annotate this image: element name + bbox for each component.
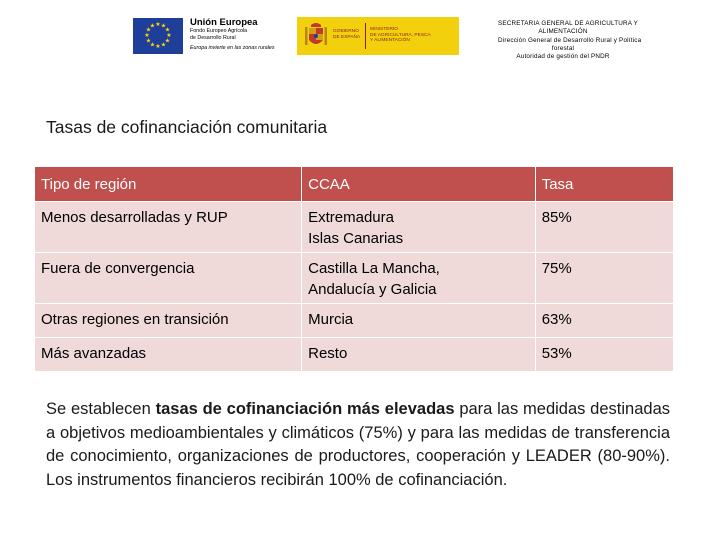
ccaa-line: Murcia xyxy=(308,311,354,328)
section-title: Tasas de cofinanciación comunitaria xyxy=(46,117,328,137)
eu-subtitle-line: Fondo Europeo Agrícola xyxy=(190,28,248,34)
region-cell: Otras regiones en transición xyxy=(35,304,302,338)
table-row xyxy=(35,338,674,372)
government-logo xyxy=(297,17,459,55)
ministry-line: MINISTERIO xyxy=(370,27,398,32)
svg-text:★: ★ xyxy=(164,26,171,34)
region-cell: Fuera de convergencia xyxy=(35,253,302,304)
ccaa-line: Resto xyxy=(308,345,348,362)
eu-title: Unión Europea xyxy=(190,17,258,28)
svg-text:★: ★ xyxy=(145,26,152,34)
ccaa-cell xyxy=(302,338,536,372)
svg-text:★: ★ xyxy=(160,22,167,30)
note-emphasis: tasas de cofinanciación más elevadas xyxy=(155,400,455,418)
svg-text:★: ★ xyxy=(149,41,156,49)
explanatory-paragraph xyxy=(46,398,670,492)
ministry-line: Y ALIMENTACIÓN xyxy=(370,38,410,44)
coat-of-arms-icon xyxy=(303,21,329,51)
department-line: Autoridad de gestión del PNDR xyxy=(516,53,610,61)
table-row xyxy=(35,202,674,253)
department-line: Dirección General de Desarrollo Rural y Política xyxy=(498,36,642,44)
rate-cell: 63% xyxy=(535,304,673,338)
rate-cell: 75% xyxy=(535,253,673,304)
svg-text:★: ★ xyxy=(145,37,152,45)
svg-text:★: ★ xyxy=(149,22,156,30)
rate-cell: 53% xyxy=(535,338,673,372)
department-line: SECRETARIA GENERAL DE AGRICULTURA Y xyxy=(498,20,639,27)
svg-text:★: ★ xyxy=(164,37,171,45)
svg-text:★: ★ xyxy=(155,21,161,28)
svg-text:★: ★ xyxy=(144,32,150,39)
eu-logo xyxy=(133,15,281,61)
department-header xyxy=(498,20,642,61)
svg-text:★: ★ xyxy=(155,43,161,50)
region-cell: Menos desarrolladas y RUP xyxy=(35,202,302,253)
ccaa-cell xyxy=(302,304,536,338)
ccaa-line: Castilla La Mancha, xyxy=(308,260,440,277)
table-header-row xyxy=(35,167,674,202)
column-header-rate: Tasa xyxy=(535,167,673,202)
note-lead: Se establecen xyxy=(46,400,151,418)
ccaa-cell xyxy=(302,202,536,253)
table-row xyxy=(35,304,674,338)
ccaa-line: Andalucía y Galicia xyxy=(308,281,437,298)
region-cell: Más avanzadas xyxy=(35,338,302,372)
eu-motto: Europa invierte en las zonas rurales xyxy=(190,45,275,51)
department-line: ALIMENTACIÓN xyxy=(538,28,588,36)
gov-label-line: GOBIERNO xyxy=(333,29,359,34)
column-header-region: Tipo de región xyxy=(35,167,302,202)
ccaa-line: Extremadura xyxy=(308,209,394,226)
column-header-ccaa: CCAA xyxy=(302,167,536,202)
ccaa-line: Islas Canarias xyxy=(308,230,404,247)
cofinancing-rates-table xyxy=(34,166,674,372)
ccaa-cell xyxy=(302,253,536,304)
gov-label-line: DE ESPAÑA xyxy=(333,34,361,40)
divider xyxy=(365,23,366,49)
table-row xyxy=(35,253,674,304)
ministry-line: DE AGRICULTURA, PESCA xyxy=(370,32,431,38)
rate-cell: 85% xyxy=(535,202,673,253)
eu-subtitle-line: de Desarrollo Rural xyxy=(190,34,236,41)
note-rest: para las medidas destinadas a objetivos medioambientales y climáticos (75%) y para las medidas de transferencia de conocimiento, organizaciones de productores, cooperación y LEADER (80-90%). Los instrumentos financieros recibirán 100% de cofinanciación. xyxy=(46,400,670,489)
svg-text:★: ★ xyxy=(160,41,167,49)
svg-text:★: ★ xyxy=(166,32,172,39)
department-line: forestal xyxy=(551,44,575,52)
eu-flag-icon xyxy=(133,18,183,54)
